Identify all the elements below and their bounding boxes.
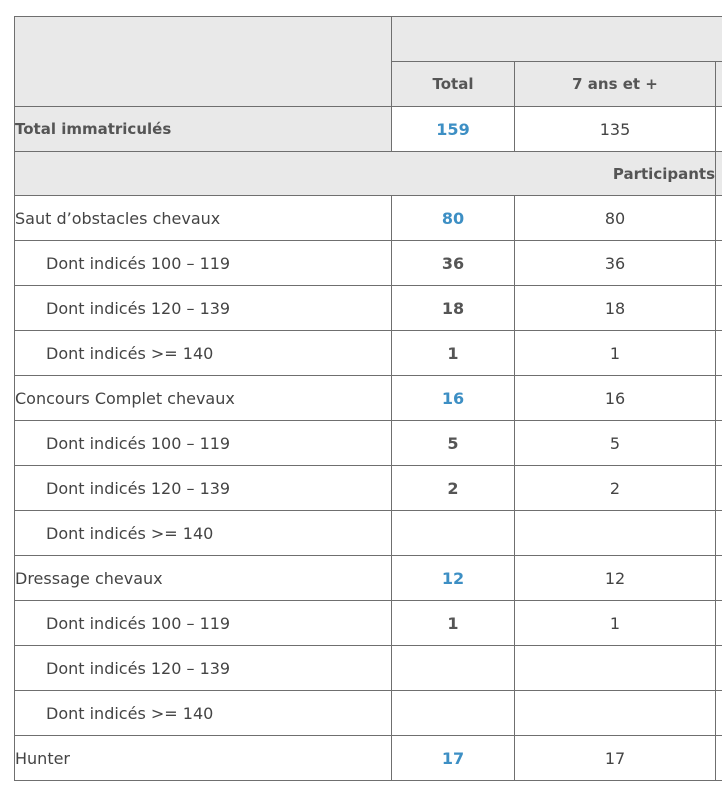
column-header-total: Total bbox=[392, 62, 515, 107]
row-extra bbox=[716, 646, 722, 691]
row-seven-plus: 1 bbox=[515, 331, 716, 376]
table-row bbox=[15, 511, 722, 556]
row-total: 5 bbox=[392, 421, 515, 466]
table-row bbox=[15, 196, 722, 241]
section-row bbox=[15, 152, 722, 196]
row-sublabel: Dont indicés 100 – 119 bbox=[15, 241, 392, 286]
table-row bbox=[15, 736, 722, 781]
row-extra bbox=[716, 376, 722, 421]
stats-table-body bbox=[15, 17, 722, 781]
row-total: 12 bbox=[392, 556, 515, 601]
row-total: 18 bbox=[392, 286, 515, 331]
header-row-top bbox=[15, 17, 722, 62]
total-registered-seven-plus: 135 bbox=[515, 107, 716, 152]
row-seven-plus: 16 bbox=[515, 376, 716, 421]
row-sublabel: Dont indicés 120 – 139 bbox=[15, 646, 392, 691]
row-total: 1 bbox=[392, 601, 515, 646]
row-seven-plus bbox=[515, 646, 716, 691]
row-seven-plus: 18 bbox=[515, 286, 716, 331]
table-row bbox=[15, 331, 722, 376]
section-extra bbox=[716, 152, 722, 196]
row-seven-plus: 12 bbox=[515, 556, 716, 601]
table-row bbox=[15, 376, 722, 421]
header-corner-cell bbox=[15, 17, 392, 107]
total-registered-row bbox=[15, 107, 722, 152]
row-sublabel: Dont indicés 120 – 139 bbox=[15, 286, 392, 331]
row-sublabel: Dont indicés >= 140 bbox=[15, 691, 392, 736]
table-row bbox=[15, 466, 722, 511]
row-total: 2 bbox=[392, 466, 515, 511]
row-total bbox=[392, 691, 515, 736]
row-total: 80 bbox=[392, 196, 515, 241]
table-row bbox=[15, 691, 722, 736]
row-seven-plus: 17 bbox=[515, 736, 716, 781]
column-header-seven-plus: 7 ans et + bbox=[515, 62, 716, 107]
table-row bbox=[15, 286, 722, 331]
row-label: Hunter bbox=[15, 736, 392, 781]
row-extra bbox=[716, 196, 722, 241]
row-seven-plus: 36 bbox=[515, 241, 716, 286]
total-registered-label: Total immatriculés bbox=[15, 107, 392, 152]
row-total: 16 bbox=[392, 376, 515, 421]
row-seven-plus bbox=[515, 511, 716, 556]
row-seven-plus: 80 bbox=[515, 196, 716, 241]
stats-table bbox=[14, 16, 722, 781]
row-seven-plus: 2 bbox=[515, 466, 716, 511]
table-row bbox=[15, 601, 722, 646]
row-extra bbox=[716, 241, 722, 286]
section-label: Participants bbox=[15, 152, 716, 196]
row-extra bbox=[716, 691, 722, 736]
row-total bbox=[392, 646, 515, 691]
row-extra bbox=[716, 736, 722, 781]
row-label: Saut d’obstacles chevaux bbox=[15, 196, 392, 241]
row-seven-plus bbox=[515, 691, 716, 736]
total-registered-total: 159 bbox=[392, 107, 515, 152]
row-seven-plus: 1 bbox=[515, 601, 716, 646]
row-label: Dressage chevaux bbox=[15, 556, 392, 601]
row-sublabel: Dont indicés 100 – 119 bbox=[15, 601, 392, 646]
table-row bbox=[15, 646, 722, 691]
row-extra bbox=[716, 286, 722, 331]
row-total bbox=[392, 511, 515, 556]
row-extra bbox=[716, 421, 722, 466]
row-extra bbox=[716, 511, 722, 556]
row-extra bbox=[716, 466, 722, 511]
row-sublabel: Dont indicés 100 – 119 bbox=[15, 421, 392, 466]
row-total: 1 bbox=[392, 331, 515, 376]
row-seven-plus: 5 bbox=[515, 421, 716, 466]
row-total: 17 bbox=[392, 736, 515, 781]
row-label: Concours Complet chevaux bbox=[15, 376, 392, 421]
column-header-extra bbox=[716, 62, 722, 107]
row-sublabel: Dont indicés >= 140 bbox=[15, 331, 392, 376]
table-row bbox=[15, 556, 722, 601]
row-total: 36 bbox=[392, 241, 515, 286]
row-extra bbox=[716, 601, 722, 646]
total-registered-extra bbox=[716, 107, 722, 152]
table-row bbox=[15, 241, 722, 286]
row-extra bbox=[716, 331, 722, 376]
row-extra bbox=[716, 556, 722, 601]
table-row bbox=[15, 421, 722, 466]
row-sublabel: Dont indicés 120 – 139 bbox=[15, 466, 392, 511]
row-sublabel: Dont indicés >= 140 bbox=[15, 511, 392, 556]
header-group-cell bbox=[392, 17, 722, 62]
